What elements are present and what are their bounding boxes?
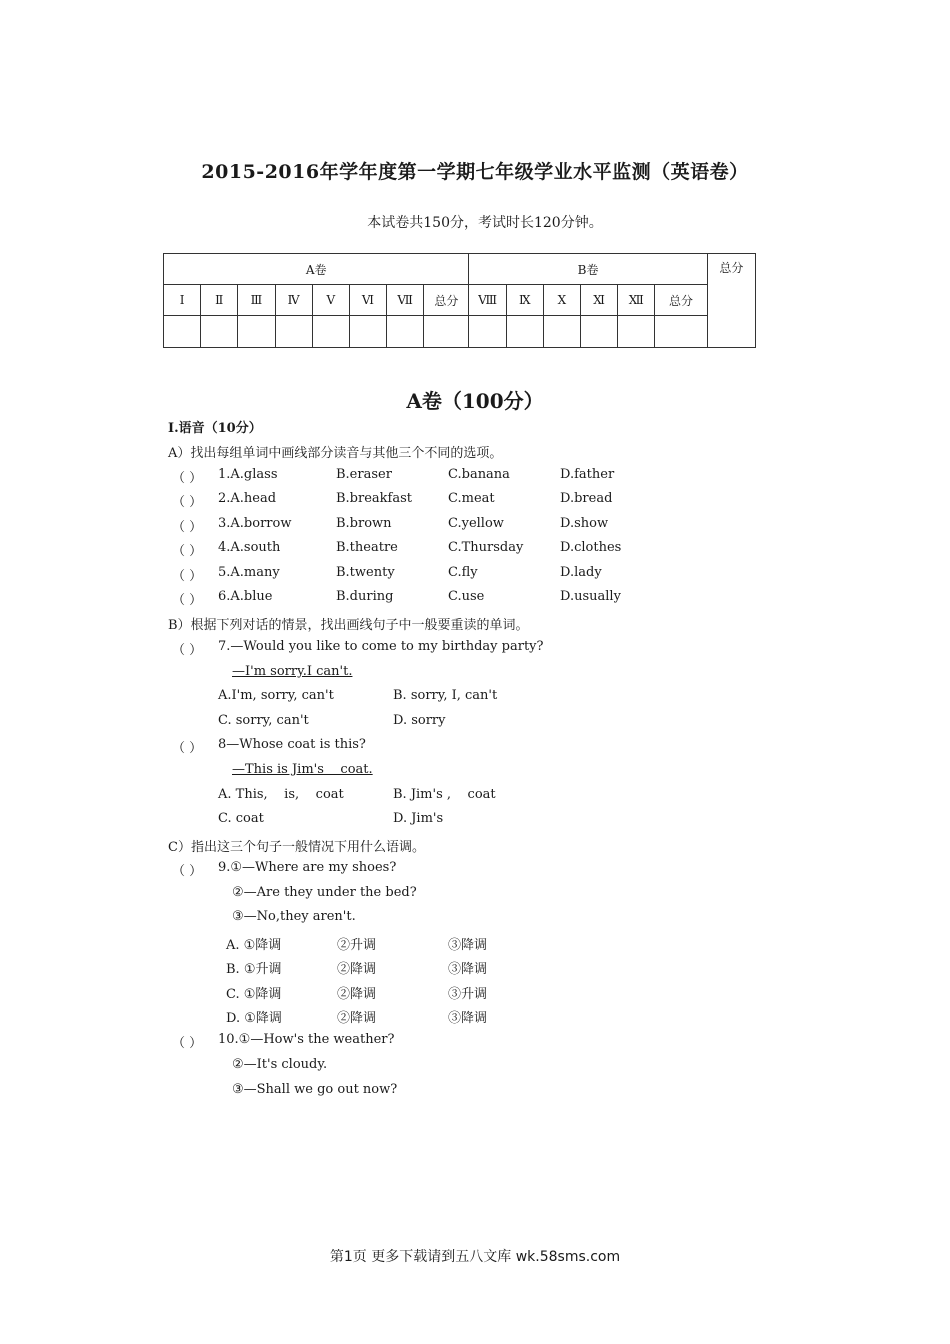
- answer-blank[interactable]: （ ）: [172, 544, 203, 559]
- option-b: B.theatre: [336, 540, 398, 555]
- answer-blank[interactable]: （ ）: [172, 593, 203, 608]
- col-header: Ⅵ: [349, 285, 386, 316]
- option-c: C. sorry, can't: [218, 713, 309, 728]
- option-a: A. ①降调: [226, 938, 282, 953]
- option-b: B. ①升调: [226, 962, 282, 977]
- option-d: D. Jim's: [393, 811, 444, 826]
- answer-blank[interactable]: （ ）: [172, 471, 203, 486]
- score-cell: [543, 316, 580, 348]
- a-section-header: A卷: [164, 254, 469, 285]
- option-c: C.banana: [448, 467, 510, 482]
- dialog-line: 9.①—Where are my shoes?: [218, 860, 397, 875]
- score-cell: [349, 316, 386, 348]
- score-cell: [618, 316, 655, 348]
- option-a: 5.A.many: [218, 565, 280, 580]
- grand-total-header: 总分: [707, 254, 755, 348]
- option-c: C.fly: [448, 565, 478, 580]
- page-title: 2015-2016年学年度第一学期七年级学业水平监测（英语卷）: [201, 161, 749, 183]
- option-d: D.lady: [560, 565, 602, 580]
- col-header: Ⅳ: [275, 285, 312, 316]
- score-cell: [506, 316, 543, 348]
- answer-blank[interactable]: （ ）: [172, 495, 203, 510]
- option-b: B.breakfast: [336, 491, 413, 506]
- option-d-2: ②降调: [337, 1011, 377, 1026]
- page-footer: 第1页 更多下载请到五八文库 wk.58sms.com: [329, 1249, 621, 1265]
- col-header: Ⅸ: [506, 285, 543, 316]
- score-cell: [238, 316, 275, 348]
- col-header: Ⅶ: [387, 285, 424, 316]
- score-cell: [580, 316, 617, 348]
- col-header: Ⅺ: [580, 285, 617, 316]
- section-a-heading: A卷（100分）: [406, 389, 544, 413]
- col-header: Ⅻ: [618, 285, 655, 316]
- col-header: Ⅹ: [543, 285, 580, 316]
- option-c: C. coat: [218, 811, 264, 826]
- score-table: [163, 253, 756, 348]
- part-a-instruction: A）找出每组单词中画线部分读音与其他三个不同的选项。: [168, 446, 503, 461]
- part-c-instruction: C）指出这三个句子一般情况下用什么语调。: [168, 840, 425, 855]
- option-b: B. Jim's , coat: [393, 787, 496, 802]
- option-b: B. sorry, I, can't: [393, 688, 498, 703]
- option-b-2: ②降调: [337, 962, 377, 977]
- answer-blank[interactable]: （ ）: [172, 864, 203, 879]
- option-a: 3.A.borrow: [218, 516, 292, 531]
- score-cell: [387, 316, 424, 348]
- dialog-line: ③—No,they aren't.: [232, 909, 356, 924]
- option-a: A.I'm, sorry, can't: [218, 688, 334, 703]
- option-c-2: ②降调: [337, 987, 377, 1002]
- col-header: Ⅷ: [469, 285, 506, 316]
- score-cell: [275, 316, 312, 348]
- option-d: D. ①降调: [226, 1011, 282, 1026]
- option-c: C.meat: [448, 491, 495, 506]
- part-b-instruction: B）根据下列对话的情景，找出画线句子中一般要重读的单词。: [168, 618, 529, 633]
- score-cell: [655, 316, 707, 348]
- answer-blank[interactable]: （ ）: [172, 569, 203, 584]
- option-c: C.use: [448, 589, 485, 604]
- option-a: A. This, is, coat: [218, 787, 344, 802]
- dialog-line: ②—Are they under the bed?: [232, 885, 417, 900]
- col-header: Ⅲ: [238, 285, 275, 316]
- option-a-3: ③降调: [448, 938, 488, 953]
- question-stem: 7.—Would you like to come to my birthday party?: [218, 639, 544, 654]
- col-header: 总分: [655, 285, 707, 316]
- answer-blank[interactable]: （ ）: [172, 643, 203, 658]
- dialog-line: ②—It's cloudy.: [232, 1057, 328, 1072]
- option-c: C.yellow: [448, 516, 504, 531]
- option-a: 1.A.glass: [218, 467, 278, 482]
- option-c: C.Thursday: [448, 540, 524, 555]
- option-b: B.eraser: [336, 467, 392, 482]
- exam-info: 本试卷共150分，考试时长120分钟。: [367, 215, 603, 231]
- option-b-3: ③降调: [448, 962, 488, 977]
- underlined-reply: —This is Jim's coat.: [232, 762, 373, 777]
- option-d-3: ③降调: [448, 1011, 488, 1026]
- dialog-line: 10.①—How's the weather?: [218, 1032, 395, 1047]
- option-c-3: ③升调: [448, 987, 488, 1002]
- option-b: B.during: [336, 589, 394, 604]
- option-d: D.show: [560, 516, 609, 531]
- b-section-header: B卷: [469, 254, 707, 285]
- col-header: 总分: [424, 285, 469, 316]
- option-a: 2.A.head: [218, 491, 277, 506]
- option-a: 6.A.blue: [218, 589, 273, 604]
- score-cell: [164, 316, 201, 348]
- score-cell: [424, 316, 469, 348]
- underlined-reply: —I'm sorry.I can't.: [232, 664, 353, 679]
- option-d: D.clothes: [560, 540, 622, 555]
- answer-blank[interactable]: （ ）: [172, 1036, 203, 1051]
- part1-title: Ⅰ.语音（10分）: [168, 421, 262, 436]
- option-a: 4.A.south: [218, 540, 281, 555]
- option-c: C. ①降调: [226, 987, 282, 1002]
- option-a-2: ②升调: [337, 938, 377, 953]
- option-d: D. sorry: [393, 713, 446, 728]
- col-header: Ⅱ: [201, 285, 238, 316]
- option-d: D.usually: [560, 589, 621, 604]
- answer-blank[interactable]: （ ）: [172, 520, 203, 535]
- col-header: Ⅴ: [312, 285, 349, 316]
- option-d: D.bread: [560, 491, 613, 506]
- dialog-line: ③—Shall we go out now?: [232, 1082, 398, 1097]
- question-stem: 8—Whose coat is this?: [218, 737, 366, 752]
- answer-blank[interactable]: （ ）: [172, 741, 203, 756]
- score-cell: [201, 316, 238, 348]
- option-d: D.father: [560, 467, 615, 482]
- col-header: Ⅰ: [164, 285, 201, 316]
- score-cell: [312, 316, 349, 348]
- option-b: B.brown: [336, 516, 392, 531]
- option-b: B.twenty: [336, 565, 395, 580]
- score-cell: [469, 316, 506, 348]
